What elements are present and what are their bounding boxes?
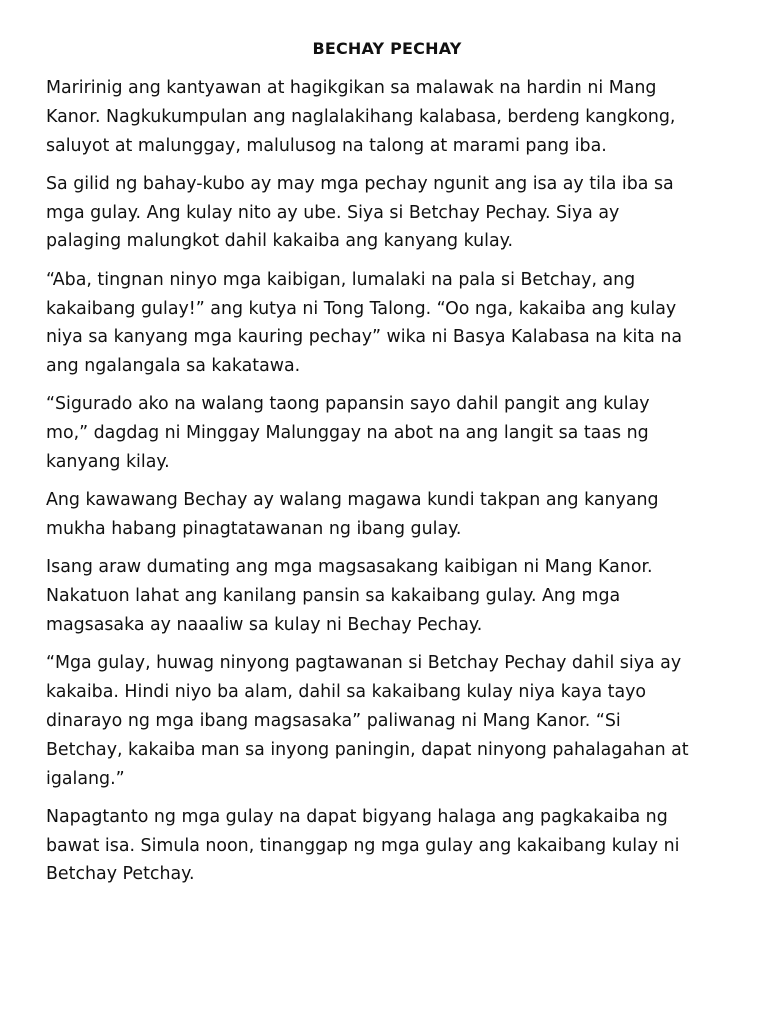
paragraph-line: Maririnig ang kantyawan at hagikgikan sa malawak na hardin ni Mang	[46, 78, 657, 98]
paragraph-3	[46, 266, 728, 381]
paragraph-line: Betchay Petchay.	[46, 864, 195, 885]
paragraph-line: “Sigurado ako na walang taong papansin sayo dahil pangit ang kulay	[46, 394, 650, 415]
paragraph-line: Ang kawawang Bechay ay walang magawa kundi takpan ang kanyang	[46, 490, 659, 511]
paragraph-8	[46, 803, 728, 889]
paragraph-4	[46, 390, 728, 476]
paragraph-line: Sa gilid ng bahay-kubo ay may mga pechay ngunit ang isa ay tila iba sa	[46, 173, 674, 194]
paragraph-6	[46, 553, 728, 639]
paragraph-line: mga gulay. Ang kulay nito ay ube. Siya si Betchay Pechay. Siya ay	[46, 202, 620, 223]
paragraph-line: niya sa kanyang mga kauring pechay” wika ni Basya Kalabasa na kita na	[46, 327, 683, 348]
paragraph-line: igalang.”	[46, 768, 125, 789]
paragraph-line: kakaibang gulay!” ang kutya ni Tong Talong. “Oo nga, kakaiba ang kulay	[46, 298, 677, 319]
paragraph-line: bawat isa. Simula noon, tinanggap ng mga gulay ang kakaibang kulay ni	[46, 835, 680, 856]
paragraph-line: Nakatuon lahat ang kanilang pansin sa kakaibang gulay. Ang mga	[46, 586, 621, 607]
paragraph-line: kanyang kilay.	[46, 452, 170, 473]
paragraph-line: dinarayo ng mga ibang magsasaka” paliwanag ni Mang Kanor. “Si	[46, 710, 621, 731]
paragraph-5	[46, 486, 728, 544]
paragraph-line: mukha habang pinagtatawanan ng ibang gulay.	[46, 519, 462, 540]
paragraph-line: ang ngalangala sa kakatawa.	[46, 356, 301, 377]
paragraph-line: palaging malungkot dahil kakaiba ang kanyang kulay.	[46, 231, 514, 252]
paragraph-line: Kanor. Nagkukumpulan ang naglalakihang kalabasa, berdeng kangkong,	[46, 106, 676, 127]
paragraph-2	[46, 170, 728, 256]
paragraph-line: Napagtanto ng mga gulay na dapat bigyang halaga ang pagkakaiba ng	[46, 806, 668, 827]
paragraph-line: Betchay, kakaiba man sa inyong paningin, dapat ninyong pahalagahan at	[46, 739, 689, 760]
paragraph-line: Isang araw dumating ang mga magsasakang kaibigan ni Mang Kanor.	[46, 557, 653, 578]
paragraph-7	[46, 649, 728, 793]
paragraph-line: “Mga gulay, huwag ninyong pagtawanan si Betchay Pechay dahil siya ay	[46, 653, 682, 674]
paragraph-1	[46, 74, 728, 160]
story-title: BECHAY PECHAY	[312, 39, 462, 58]
paragraph-line: “Aba, tingnan ninyo mga kaibigan, lumalaki na pala si Betchay, ang	[46, 269, 636, 290]
paragraph-line: saluyot at malunggay, malulusog na talong at marami pang iba.	[46, 135, 607, 156]
paragraph-line: magsasaka ay naaaliw sa kulay ni Bechay Pechay.	[46, 615, 483, 636]
paragraph-line: kakaiba. Hindi niyo ba alam, dahil sa kakaibang kulay niya kaya tayo	[46, 682, 647, 703]
paragraph-line: mo,” dagdag ni Minggay Malunggay na abot na ang langit sa taas ng	[46, 423, 649, 444]
